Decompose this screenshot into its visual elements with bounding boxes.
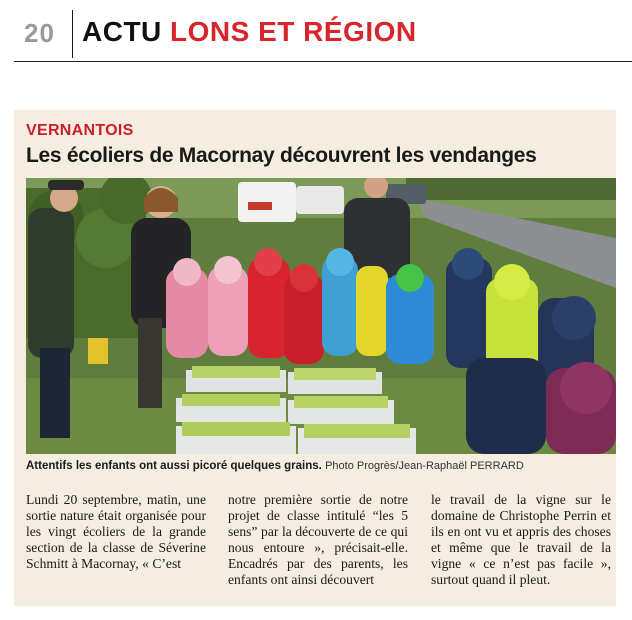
rubric-actu: ACTU [82,16,171,47]
section-rubric [82,16,417,48]
body-column-1: Lundi 20 septembre, matin, une sortie nature était organisée pour les vingt écoliers de la grande section de la classe de Séverine Schmitt à Macornay, « C’est [26,492,206,571]
page-number: 20 [24,18,55,48]
header-divider [72,10,73,58]
body-column-3: le travail de la vigne sur le domaine de Christophe Perrin et ils en ont vu et appris des choses et même que le travail de la vigne « ce n’est pas facile », surtout quand il pleut. [431,492,611,587]
header-rule [14,61,632,62]
rubric-region: LONS ET RÉGION [170,16,417,47]
page-header [0,0,632,62]
article-panel [14,110,616,606]
article-photo [26,178,616,454]
article-kicker: VERNANTOIS [26,122,134,139]
caption-text: Attentifs les enfants ont aussi picoré quelques grains. [26,460,322,472]
body-column-2: notre première sortie de notre projet de classe intitulé “les 5 sens” par la découverte de ce qui nous entoure », précisait-elle. Encadrés par des parents, les enfants ont ainsi découvert [228,492,408,587]
photo-illustration [26,178,616,454]
article-body [26,492,616,600]
photo-credit: Photo Progrès/Jean-Raphaël PERRARD [325,460,524,472]
article-headline: Les écoliers de Macornay découvrent les vendanges [26,144,537,167]
photo-caption [26,460,616,472]
